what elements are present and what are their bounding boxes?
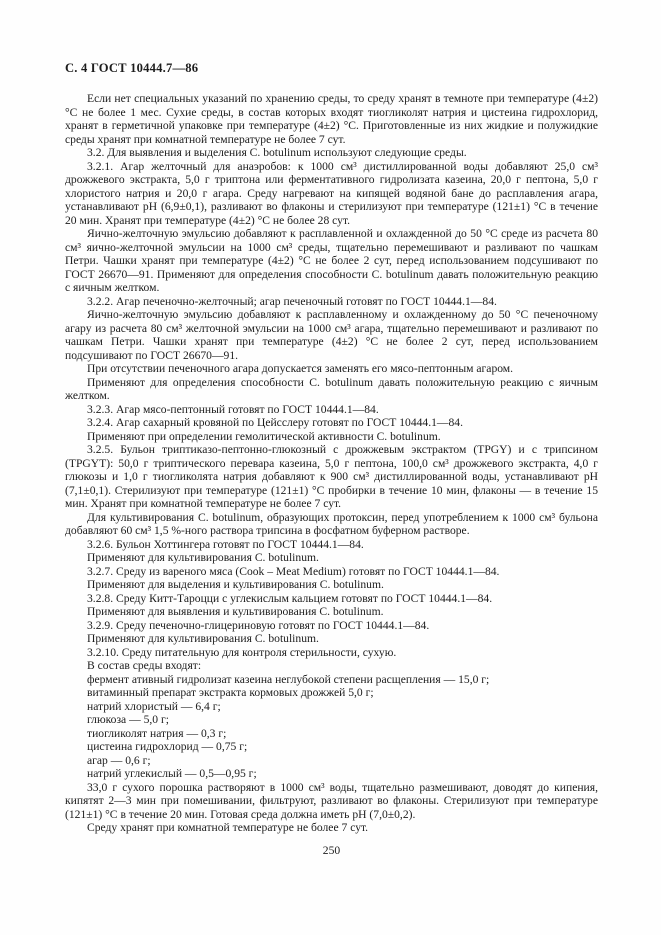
page-header: С. 4 ГОСТ 10444.7—86 xyxy=(65,61,199,75)
paragraph: 3.2.1. Агар желточный для анаэробов: к 1000 см³ дистиллированной воды добавляют 25,0 см³ дрожжевого экстракта, 5,0 г триптона или ферментативного гидролизата казеина, 20,0 г пептона, 5,0 г хлористого натрия и 20,0 г агара. Среду нагревают на кипящей водяной бане до расплавления агара, устанавливают pH (6,9±0,1), разливают во флаконы и стерилизуют при температуре (121±1) °С в течение 20 мин. Хранят при температуре (4±2) °С не более 28 сут. xyxy=(65,159,598,227)
ingredient-line: агар — 0,6 г; xyxy=(87,753,151,767)
paragraph: Применяют для определения способности C. botulinum давать положительную реакцию с яичным желтком. xyxy=(65,375,598,402)
paragraph: Применяют при определении гемолитической активности C. botulinum. xyxy=(87,429,441,443)
paragraph: 3.2.5. Бульон триптиказо-пептонно-глюкозный с дрожжевым экстрактом (TPGY) и с трипсином (TPGYT): 50,0 г триптического перевара казеина, 5,0 г пептона, 100,0 см³ дрожжевого экстракта, 4,0 г глюкозы и 1,0 г тиогликолята натрия добавляют к 900 см³ дистиллированной воды, устанавливают pH (7,1±0,1). Стерилизуют при температуре (121±1) °С пробирки в течение 10 мин, флаконы — в течение 15 мин. Хранят при комнатной температуре не более 7 сут. xyxy=(65,443,598,510)
paragraph: Для культивирования C. botulinum, образующих протоксин, перед употреблением к 1000 см³ бульона добавляют 60 см³ 1,5 %-ного раствора трипсина в фосфатном буферном растворе. xyxy=(65,510,598,537)
ingredient-line: тиогликолят натрия — 0,3 г; xyxy=(87,726,227,740)
ingredient-line: глюкоза — 5,0 г; xyxy=(87,713,169,726)
paragraph: 3.2.10. Среду питательную для контроля стерильности, сухую. xyxy=(87,645,397,659)
ingredient-line: витаминный препарат экстракта кормовых дрожжей 5,0 г; xyxy=(87,686,374,699)
paragraph: Среду хранят при комнатной температуре не более 7 сут. xyxy=(87,821,369,834)
paragraph: Применяют для культивирования C. botulinum. xyxy=(87,632,319,645)
ingredient-line: натрий хлористый — 6,4 г; xyxy=(87,699,221,713)
paragraph: В состав среды входят: xyxy=(87,659,202,672)
paragraph: Яично-желточную эмульсию добавляют к расплавленной и охлажденной до 50 °С среде из расчета 80 см³ яично-желточной эмульсии на 1000 см³ среды, тщательно перемешивают и разливают по чашкам Петри. Чашки хранят при температуре (4±2) °С не более 2 сут, перед использованием подсушивают по ГОСТ 26670—91. Применяют для определения способности C. botulinum давать положительную реакцию с яичным желтком. xyxy=(65,227,598,294)
paragraph: Яично-желточную эмульсию добавляют к расплавленному и охлажденному до 50 °С печеночному агару из расчета 80 см³ желточной эмульсии на 1000 см³ агара, тщательно перемешивают и разливают по чашкам Петри. Чашки хранят при температуре (4±2) °С не более 2 сут, перед использованием подсушивают по ГОСТ 26670—91. xyxy=(65,308,598,362)
paragraph: Применяют для культивирования C. botulinum. xyxy=(87,551,319,564)
paragraph: Если нет специальных указаний по хранению среды, то среду хранят в темноте при температуре (4±2) °С не более 1 мес. Сухие среды, в состав которых входят тиогликолят натрия и цистеина гидрохлорид, хранят в герметичной упаковке при температуре (4±2) °С. Приготовленные из них жидкие и полужидкие среды хранят при комнатной температуре не более 7 сут. xyxy=(65,92,598,146)
paragraph: Применяют для выявления и культивирования C. botulinum. xyxy=(87,605,384,618)
paragraph: 3.2. Для выявления и выделения C. botulinum используют следующие среды. xyxy=(87,146,467,159)
paragraph: 3.2.7. Среду из вареного мяса (Cook – Meat Medium) готовят по ГОСТ 10444.1—84. xyxy=(87,564,500,578)
paragraph: При отсутствии печеночного агара допускается заменять его мясо-пептонным агаром. xyxy=(87,362,514,375)
paragraph: 3.2.9. Среду печеночно-глицериновую готовят по ГОСТ 10444.1—84. xyxy=(87,618,430,632)
paragraph: 3.2.8. Среду Китт-Тароцци с углекислым кальцием готовят по ГОСТ 10444.1—84. xyxy=(87,591,493,605)
paragraph: 3.2.6. Бульон Хоттингера готовят по ГОСТ 10444.1—84. xyxy=(87,537,364,551)
paragraph: 3.2.2. Агар печеночно-желточный; агар печеночный готовят по ГОСТ 10444.1—84. xyxy=(87,294,497,308)
paragraph: Применяют для выделения и культивирования C. botulinum. xyxy=(87,578,384,591)
ingredient-line: натрий углекислый — 0,5—0,95 г; xyxy=(87,767,257,780)
paragraph: 3.2.4. Агар сахарный кровяной по Цейсслеру готовят по ГОСТ 10444.1—84. xyxy=(87,416,463,429)
ingredient-line: фермент ативный гидролизат казеина неглубокой степени расщепления — 15,0 г; xyxy=(87,672,490,686)
page-number: 250 xyxy=(322,844,341,857)
paragraph: 3.2.3. Агар мясо-пептонный готовят по ГОСТ 10444.1—84. xyxy=(87,402,379,416)
document-body xyxy=(65,92,598,835)
paragraph: 33,0 г сухого порошка растворяют в 1000 см³ воды, тщательно размешивают, доводят до кипения, кипятят 2—3 мин при помешивании, фильтруют, разливают во флаконы. Стерилизуют при температуре (121±1) °С в течение 20 мин. Готовая среда должна иметь pH (7,0±0,2). xyxy=(65,780,598,821)
ingredient-line: цистеина гидрохлорид — 0,75 г; xyxy=(87,740,248,753)
